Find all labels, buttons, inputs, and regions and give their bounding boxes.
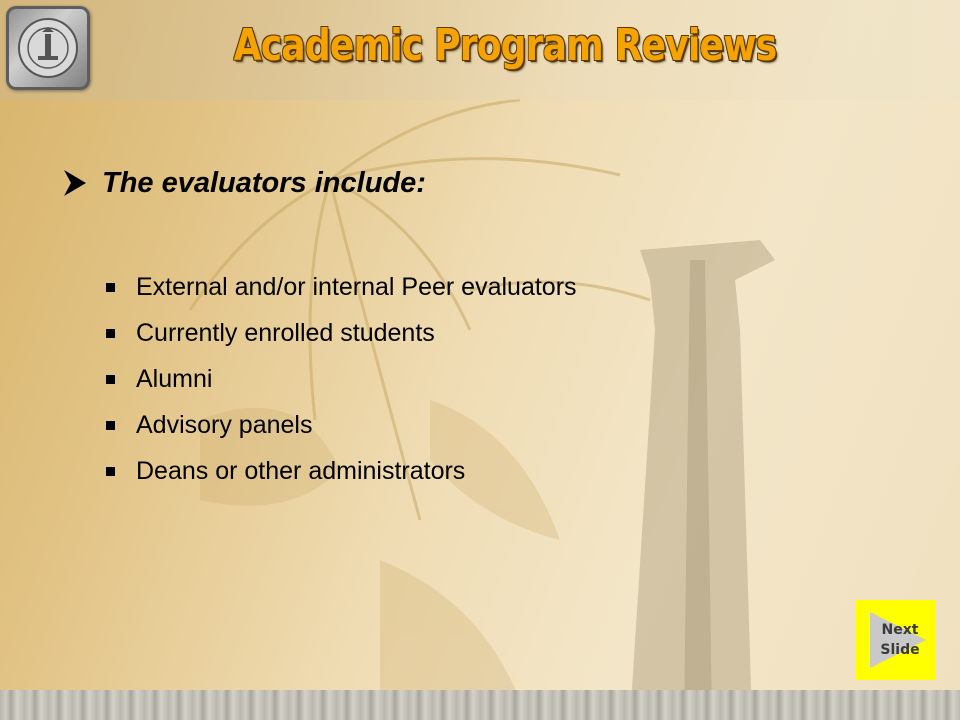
university-seal-icon [6,6,90,90]
slide-title: Academic Program Reviews [233,20,777,71]
evaluator-list [106,264,577,494]
next-slide-label [856,620,944,660]
square-bullet-icon [106,283,115,292]
list-item-text: Currently enrolled students [136,318,435,347]
square-bullet-icon [106,329,115,338]
square-bullet-icon [106,421,115,430]
list-item-text: Advisory panels [136,410,313,439]
arrowhead-bullet-icon [62,168,88,198]
list-item [106,402,577,448]
list-item-text: Deans or other administrators [136,456,466,485]
next-label-line2: Slide [880,642,920,658]
footer-band [0,690,960,720]
next-slide-button[interactable] [856,600,936,680]
list-item [106,310,577,356]
list-item-text: Alumni [136,364,213,393]
square-bullet-icon [106,467,115,476]
heading-text: The evaluators include: [102,166,426,199]
next-label-line1: Next [881,622,919,638]
list-item-text: External and/or internal Peer evaluators [136,272,577,301]
square-bullet-icon [106,375,115,384]
list-item [106,356,577,402]
list-item [106,448,577,494]
list-item [106,264,577,310]
section-heading [62,160,426,206]
